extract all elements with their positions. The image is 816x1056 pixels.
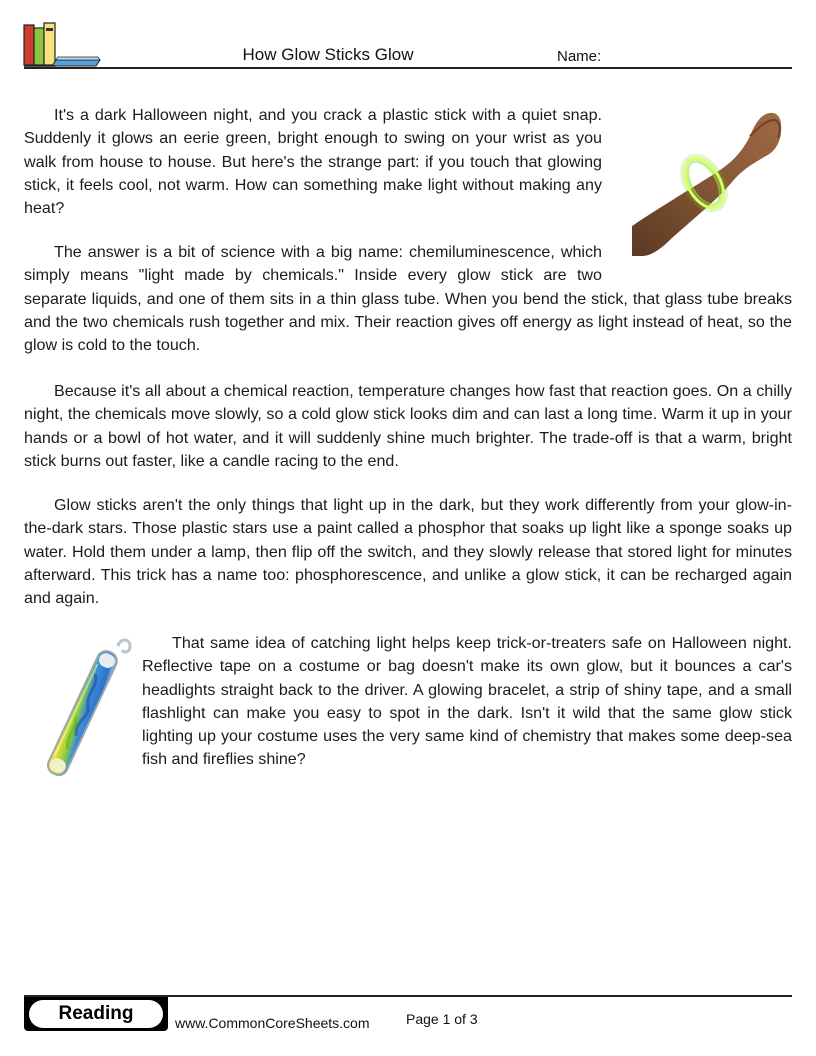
paragraph-2-text: The answer is a bit of science with a big name: chemiluminescence, which simply means "light made by chemicals." Inside every glow stick are two separate liquids, and one of them sits in a thin glass tube. When you bend the stick, that glass tube breaks and the two chemicals rush together and mix. Their reaction gives off energy as light instead of heat, so the glow is cold to the touch. xyxy=(24,243,792,355)
paragraph-1: It's a dark Halloween night, and you crack a plastic stick with a quiet snap. Suddenly it glows an eerie green, bright enough to swing on your wrist as you walk from house to house. But here's the strange part: if you touch that glowing stick, it feels cool, not warm. How can something make light without making any heat? xyxy=(24,106,602,218)
glow-stick-image xyxy=(30,636,134,786)
paragraph-4: Glow sticks aren't the only things that light up in the dark, but they work differently from your glow-in-the-dark stars. Those plastic stars use a paint called a phosphor that soaks up light like a sponge soaks up water. Hold them under a lamp, then flip off the switch, and they slowly release that stored light for minutes afterward. This trick has a name too: phosphorescence, and unlike a glow stick, it can be recharged again and again. xyxy=(24,496,792,608)
reading-badge xyxy=(24,997,168,1031)
paragraph-3: Because it's all about a chemical reaction, temperature changes how fast that reaction goes. On a chilly night, the chemicals move slowly, so a cold glow stick looks dim and can last a long time. Warm it up in your hands or a bowl of hot water, and it will suddenly shine much brighter. The trade-off is that a warm, bright stick burns out faster, like a candle racing to the end. xyxy=(24,382,792,470)
paragraph-2 xyxy=(24,241,792,357)
glow-bracelet-wrist-image xyxy=(632,108,782,256)
name-label: Name: xyxy=(557,48,602,65)
page-title: How Glow Sticks Glow xyxy=(242,45,414,64)
paragraph-5: That same idea of catching light helps keep trick-or-treaters safe on Halloween night. Reflective tape on a costume or bag doesn't make its own glow, but it bounces a car's headlights straight back to the driver. A glowing bracelet, a strip of shiny tape, and a small flashlight can make you easy to spot in the dark. Isn't it wild that the same glow stick lighting up your costume uses the very same kind of chemistry that makes some deep-sea fish and fireflies shine? xyxy=(142,634,792,769)
footer-website: www.CommonCoreSheets.com xyxy=(175,1015,370,1031)
header-divider xyxy=(24,67,792,69)
page-number: Page 1 of 3 xyxy=(406,1011,478,1027)
reading-badge-label: Reading xyxy=(29,1000,163,1028)
